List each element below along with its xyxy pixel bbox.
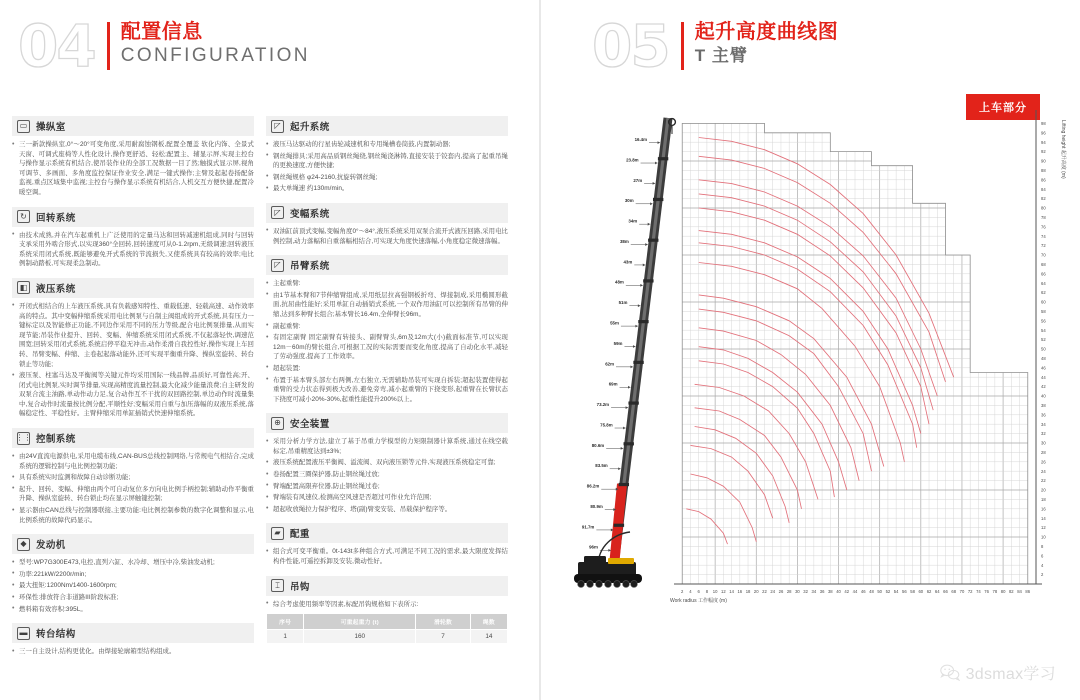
config-block-title: 变幅系统 xyxy=(290,208,330,220)
svg-text:94: 94 xyxy=(1041,139,1046,145)
config-block-header xyxy=(12,116,254,136)
svg-text:54: 54 xyxy=(1041,327,1046,333)
svg-text:70: 70 xyxy=(1041,252,1046,258)
chart-grid-clipped xyxy=(674,114,1036,584)
config-block-title: 操纵室 xyxy=(36,122,66,133)
boom-icon: ◸ xyxy=(271,259,284,272)
svg-text:58: 58 xyxy=(1041,309,1046,314)
svg-text:24: 24 xyxy=(770,589,776,594)
wechat-icon xyxy=(940,664,960,681)
svg-text:6: 6 xyxy=(697,589,700,594)
config-block-list xyxy=(266,227,508,246)
svg-text:98: 98 xyxy=(1041,121,1046,126)
svg-text:78: 78 xyxy=(992,589,998,594)
boom-length-label: 38m xyxy=(619,238,629,244)
table-header-cell: 可重起重力 (t) xyxy=(304,614,416,630)
carrier-wheel xyxy=(631,581,638,588)
curve-96m xyxy=(699,138,954,378)
config-list-item: • 主起重臂: xyxy=(266,279,508,289)
config-column-1 xyxy=(12,116,254,666)
config-list-item: • 采用分析力学方法,建立了基于吊重力学模型的力矩限制器计算系统,通过在线空载标定,吊重精度达到±3%; xyxy=(266,437,508,456)
config-list-item: • 由1节基本臂和7节伸缩臂组成,采用纸层拉高强钢板折弯、焊接制成,采用椭圆形截面,抗屈曲性能好;采用单缸自动插销式系统,一个双作用油缸可以控制所有吊臂的伸缩,达到多种臂长组合;基本臂长16.4m,全伸臂长96m。 xyxy=(266,291,508,320)
svg-text:44: 44 xyxy=(852,589,858,594)
svg-text:22: 22 xyxy=(1041,478,1046,484)
section-title-en: CONFIGURATION xyxy=(120,45,310,66)
svg-text:38: 38 xyxy=(1041,403,1046,408)
config-block-title: 转台结构 xyxy=(36,629,76,641)
svg-text:28: 28 xyxy=(1041,450,1046,455)
svg-text:40: 40 xyxy=(836,589,841,594)
config-list-item: • 臂端装有风速仪,检测高空风速是否超过可作业允许范围; xyxy=(266,493,508,503)
config-block-list xyxy=(266,437,508,514)
svg-text:74: 74 xyxy=(1041,233,1046,239)
curve-55m xyxy=(699,328,859,481)
svg-text:56: 56 xyxy=(1041,318,1046,324)
boom-length-label: 43m xyxy=(623,259,633,265)
config-block-液压系统 xyxy=(12,278,254,419)
safety-icon: ⊕ xyxy=(271,417,284,430)
config-list-item: • 三一新款操纵室,0°～20°可变角度,采用耐腐蚀钢板,配置全覆盖 软化内饰、全景式天窗、可调式座椅等人性化设计,操作更舒适、轻松;配置主、辅显示屏,实现主控台与操作显示系统有机结合,使吊装作业的全部工况数据一目了然;触摸式显示屏,视角可调节、多画面、多角度监控保证作业安全,满足一键式操作;主臂及起起卷扬配备监视,重点区域集中监视;主控台与操作显示系统有机结合,人机交互方便快捷,配置冷暖空调。 xyxy=(12,140,254,198)
table-cell: 1 xyxy=(267,630,304,644)
config-block-转台结构 xyxy=(12,623,254,657)
svg-text:66: 66 xyxy=(943,589,948,594)
svg-text:60: 60 xyxy=(1041,299,1046,305)
config-block-回转系统 xyxy=(12,207,254,269)
config-list-item: • 最大单绳速 约130m/min。 xyxy=(266,184,508,194)
section-title-cn: 配置信息 xyxy=(120,21,203,43)
boom-length-label: 86.2m xyxy=(586,483,600,489)
boom-length-label: 51m xyxy=(618,300,628,306)
svg-text:58: 58 xyxy=(910,589,915,594)
config-block-header xyxy=(12,428,254,448)
svg-text:28: 28 xyxy=(786,589,792,594)
table-cell: 7 xyxy=(416,630,470,644)
header-accent-bar xyxy=(107,22,110,70)
config-block-吊钩 xyxy=(266,576,508,645)
svg-text:56: 56 xyxy=(902,589,907,594)
boom-length-label: 16.4m xyxy=(634,137,648,143)
config-block-header xyxy=(12,278,254,298)
svg-text:16: 16 xyxy=(737,589,743,594)
svg-text:32: 32 xyxy=(803,589,808,594)
svg-text:20: 20 xyxy=(753,589,759,594)
svg-text:82: 82 xyxy=(1041,196,1046,202)
svg-text:52: 52 xyxy=(885,589,891,594)
svg-text:42: 42 xyxy=(1041,384,1046,390)
config-block-变幅系统 xyxy=(266,203,508,246)
svg-text:52: 52 xyxy=(1041,337,1046,343)
config-list-item: • 燃料箱有效容积:395L。 xyxy=(12,605,254,615)
boom-length-label: 55m xyxy=(610,320,619,326)
chart-y-ticklabels xyxy=(1041,121,1046,577)
boom-length-label: 83.5m xyxy=(595,463,608,469)
config-block-header xyxy=(266,523,508,543)
svg-text:18: 18 xyxy=(1041,497,1046,502)
table-header-cell: 序号 xyxy=(267,614,304,630)
config-list-item: • 具有系统实时监测和故障自动诊断功能; xyxy=(12,473,254,483)
config-list-item: • 由技术成熟,并在汽车起重机上广泛使用的定量马达和回转减速机组成,同时与回转支承采用外啮合形式,以实现360°全回转,回转速度可从0-1.2rpm,无级调速;回转液压系统采用闭式系统,既能够避免开式系统的节流损失,又使系统具有较高的效率;电比例制动踏板,可实现柔急制动。 xyxy=(12,231,254,269)
config-list-item: • 功率:221kW/2200r/min; xyxy=(12,570,254,580)
turntable-icon: ▬ xyxy=(17,627,30,640)
svg-text:76: 76 xyxy=(1041,224,1046,230)
lifting-height-chart xyxy=(556,96,1072,636)
svg-text:62: 62 xyxy=(926,589,932,594)
svg-text:26: 26 xyxy=(1041,459,1046,465)
svg-text:70: 70 xyxy=(959,589,965,594)
config-list-item: • 液压马达驱动的行星齿轮减速机和专用绳槽卷筒鼓,内置制动器; xyxy=(266,140,508,150)
svg-text:46: 46 xyxy=(860,589,866,594)
operator-cab xyxy=(584,556,606,564)
config-block-list xyxy=(12,302,254,419)
config-list-item: • 三一自主设计,结构更优化。由焊接轮廓箱型结构组成。 xyxy=(12,647,254,657)
svg-text:6: 6 xyxy=(1041,553,1044,559)
svg-text:72: 72 xyxy=(967,589,973,594)
config-list-item: • 由24V直流电源供电,采用电缆布线,CAN-BUS总线控制网络,与常规电气相结合,完成系统的逻辑控制与电比例控制功能; xyxy=(12,452,254,471)
config-block-header xyxy=(12,623,254,643)
config-list-item: • 钢丝绳排具;采用高品质钢丝绳绕,钢丝绳浇淋铸,直接安装于铰套内,提高了起重吊绳的更换速度,方便快捷; xyxy=(266,152,508,171)
config-block-title: 安全装置 xyxy=(290,419,330,431)
hoist-icon: ◸ xyxy=(271,120,284,133)
svg-text:86: 86 xyxy=(1041,177,1046,183)
config-block-配重 xyxy=(266,523,508,566)
svg-text:32: 32 xyxy=(1041,431,1046,437)
svg-text:90: 90 xyxy=(1041,158,1046,164)
config-block-header xyxy=(266,255,508,275)
boom-length-label: 73.2m xyxy=(596,402,610,408)
config-block-list xyxy=(266,279,508,404)
svg-text:4: 4 xyxy=(1041,562,1044,568)
config-list-item: • 型号:WP7G300E473,电控,直列六缸、水冷却、增压中冷,柴油发动机; xyxy=(12,558,254,568)
engine-icon: ◆ xyxy=(17,538,30,551)
chart-svg xyxy=(556,96,1072,636)
svg-text:72: 72 xyxy=(1041,243,1046,249)
svg-text:50: 50 xyxy=(1041,346,1046,352)
boom-length-label: 75.8m xyxy=(600,422,613,428)
svg-text:76: 76 xyxy=(984,589,989,594)
carrier-vehicle xyxy=(574,532,642,587)
config-block-title: 配重 xyxy=(290,529,310,541)
hydraulic-icon: ◧ xyxy=(17,281,30,294)
svg-text:16: 16 xyxy=(1041,506,1046,512)
svg-text:96: 96 xyxy=(1041,130,1046,136)
carrier-wheel xyxy=(578,581,585,588)
watermark xyxy=(940,661,1056,684)
carrier-wheel xyxy=(605,581,612,588)
config-block-title: 起升系统 xyxy=(290,122,330,133)
svg-text:26: 26 xyxy=(778,589,784,594)
boom-length-label: 34m xyxy=(628,218,638,224)
svg-text:24: 24 xyxy=(1041,468,1046,474)
config-list-item: • 液压系统配置液压平衡阀、溢流阀、双向液压锁等元件,实现液压系统稳定可靠; xyxy=(266,458,508,468)
svg-text:84: 84 xyxy=(1017,589,1022,594)
svg-text:74: 74 xyxy=(976,589,981,594)
svg-text:46: 46 xyxy=(1041,365,1046,371)
table-cell: 14 xyxy=(470,630,507,644)
svg-text:4: 4 xyxy=(689,589,692,594)
config-list-item: • 综合考虑使用频率等因素,标配吊钩规格如下表所示: xyxy=(266,600,508,610)
config-column-2 xyxy=(266,116,508,653)
config-list-item: • 环保性:排放符合非道路III阶段标准; xyxy=(12,593,254,603)
svg-text:44: 44 xyxy=(1041,374,1046,380)
config-block-起升系统 xyxy=(266,116,508,194)
svg-text:42: 42 xyxy=(844,589,850,594)
config-list-item: • 超起装置: xyxy=(266,364,508,374)
config-block-安全装置 xyxy=(266,413,508,514)
config-block-list xyxy=(12,231,254,269)
config-block-header xyxy=(266,576,508,596)
svg-text:2: 2 xyxy=(681,589,684,594)
boom-length-label: 48m xyxy=(615,279,624,285)
carrier-wheel xyxy=(587,581,594,588)
svg-text:38: 38 xyxy=(827,589,833,594)
boom-illustration xyxy=(582,118,676,566)
boom-length-label: 91.7m xyxy=(581,524,595,530)
chart-title-cn: 起升高度曲线图 xyxy=(694,21,839,43)
svg-text:64: 64 xyxy=(1041,280,1046,286)
chart-ylabel: Lifting height 起升高度 (m) xyxy=(1060,120,1066,179)
carrier-wheel xyxy=(623,581,630,588)
svg-text:86: 86 xyxy=(1025,589,1031,594)
slew-icon: ↻ xyxy=(17,210,30,223)
chart-gridlines xyxy=(674,114,1036,584)
config-list-item: • 显示器由CAN总线与控制器联接,主要功能:电比例控制参数的数字化调整和显示,电比例系统的故障代码显示。 xyxy=(12,506,254,525)
svg-text:68: 68 xyxy=(951,589,957,594)
config-block-header xyxy=(266,203,508,223)
config-list-item: • 臂端配置高限弃位器,防止钢丝绳过卷; xyxy=(266,482,508,492)
table-cell: 160 xyxy=(304,630,416,644)
svg-text:80: 80 xyxy=(1041,205,1046,211)
config-list-item: • 开闭式相结合的上车液压系统,具有负载感知特性、重载低速、轻载高速、动作效率高的特点。其中变幅伸缩系统采用电比例泵与自制主阀组成的开式系统,具有压力一键标定以及智能修正功能,不同边作采用不同的压力等级,配合电比例泵排量,从而实现节能;吊装作业提升、回转、变幅、伸缩系统采用闭式系统,不仅起落轻快,调速范围宽;回转采用闭式系统,系统启停平稳无冲击,动作柔滑自我控性好,操作实现上车回转、吊臂变幅、伸缩、主卷起起落动能外,还可实现平衡重升降、操纵室旋转、转台锁止等功能; xyxy=(12,302,254,369)
svg-text:34: 34 xyxy=(1041,421,1046,427)
config-block-title: 吊臂系统 xyxy=(290,261,330,273)
svg-text:20: 20 xyxy=(1041,487,1046,493)
counterweight-icon: ▰ xyxy=(271,527,284,540)
svg-text:8: 8 xyxy=(1041,544,1044,549)
carrier-wheel xyxy=(614,581,621,588)
config-block-list xyxy=(266,547,508,566)
page-divider xyxy=(539,0,541,700)
svg-text:30: 30 xyxy=(795,589,800,594)
carrier-wheel xyxy=(596,581,603,588)
svg-text:88: 88 xyxy=(1041,168,1046,173)
svg-text:2: 2 xyxy=(1041,572,1044,578)
config-list-item: • 最大扭矩:1200Nm/1400-1600rpm; xyxy=(12,581,254,591)
config-block-title: 发动机 xyxy=(36,540,66,552)
config-list-item: • 超起收放绳拉力保护程序、塔(副)臂变安装、吊载保护程序等。 xyxy=(266,505,508,515)
luff-icon: ◸ xyxy=(271,206,284,219)
table-header-row xyxy=(267,614,508,630)
svg-text:68: 68 xyxy=(1041,262,1046,267)
boom-length-label: 69m xyxy=(608,381,618,387)
config-list-item: • 液压泵、柱塞马达及平衡阀等关键元件均采用国际一线品牌,品质好,可靠性高;开、闭式电比例泵,实时调节排量,实现高精度流量控制,最大化减少能量浪费;自主研发的双泵合流主油路,单动作动力足,复合动作互不干扰的双回路控制,单边动作时流量集中,复合动作时流量按比例分配,平顺性好;变幅采用自重与加压落幅的双液压系统,落幅稳定性、平稳性好。主臂伸缩采用单缸插销式快速伸缩系统。 xyxy=(12,371,254,419)
svg-text:10: 10 xyxy=(1041,534,1046,540)
hook-spec-table xyxy=(266,613,508,644)
svg-text:54: 54 xyxy=(893,589,899,594)
table-header-cell: 绳数 xyxy=(470,614,507,630)
chart-title-sub: T 主臂 xyxy=(694,46,748,65)
config-list-item: • 卷扬配置三圈保护器,防止钢丝绳过放; xyxy=(266,470,508,480)
config-block-header xyxy=(266,413,508,433)
svg-text:80: 80 xyxy=(1000,589,1006,594)
svg-text:50: 50 xyxy=(877,589,883,594)
config-list-item: • 双油缸前顶式变幅,变幅角度0°～84°,液压系统采用双泵合流开式液压回路,采用电比例控制,动力落幅和自重落幅相结合,可实现大角度快速落幅,小角度稳定微速落幅。 xyxy=(266,227,508,246)
config-block-title: 控制系统 xyxy=(36,434,76,446)
header-accent-bar-2 xyxy=(681,22,684,70)
svg-text:34: 34 xyxy=(811,589,817,594)
svg-text:40: 40 xyxy=(1041,393,1046,399)
config-block-操纵室 xyxy=(12,116,254,198)
config-list-item: • 起升、回转、变幅、伸缩由两个可自动复位多方向电比例手柄控制;辅助动作平衡重升降、操纵室旋转、转台锁止均在显示屏触键控制; xyxy=(12,485,254,504)
config-block-title: 液压系统 xyxy=(36,283,76,295)
svg-text:30: 30 xyxy=(1041,440,1046,446)
svg-text:12: 12 xyxy=(1041,525,1046,531)
svg-text:82: 82 xyxy=(1008,589,1014,594)
config-list-item: • 钢丝绳规格 φ24-2160,抗旋转钢丝绳; xyxy=(266,173,508,183)
config-block-list xyxy=(12,647,254,657)
section-number-04: 04 xyxy=(18,12,95,80)
config-block-title: 吊钩 xyxy=(290,581,310,593)
section-header-configuration xyxy=(18,12,310,80)
svg-text:92: 92 xyxy=(1041,149,1046,155)
config-block-list xyxy=(12,452,254,525)
config-block-list xyxy=(266,600,508,610)
svg-text:36: 36 xyxy=(1041,412,1046,418)
upper-vehicle-tag: 上车部分 xyxy=(966,94,1040,120)
control-icon: ⋮⋮ xyxy=(17,432,30,445)
chart-xlabel: Work radius 工作幅度 (m) xyxy=(670,598,727,604)
svg-text:78: 78 xyxy=(1041,215,1046,220)
boom-length-label: 96m xyxy=(589,544,598,550)
config-list-item: • 有固定副臂 固定副臂有转接头、副臂臂头,6m及12m大(小)截面标准节,可以实现12m－60m的臂长组合,可根据工况的实际需要而变化角度,提高了自动化水平,减轻了劳动强度,提高了工作效率。 xyxy=(266,333,508,362)
section-number-05: 05 xyxy=(592,12,669,80)
svg-text:60: 60 xyxy=(918,589,924,594)
carrier-deck xyxy=(578,562,636,576)
config-block-list xyxy=(266,140,508,194)
boom-length-label: 27m xyxy=(633,177,643,183)
table-header-cell: 滑轮数 xyxy=(416,614,470,630)
svg-text:22: 22 xyxy=(762,589,767,594)
curve-75.8m xyxy=(699,231,921,434)
config-block-title: 回转系统 xyxy=(36,212,76,224)
watermark-text: 3dsmax学习 xyxy=(965,666,1056,683)
svg-text:18: 18 xyxy=(745,589,751,594)
boom-length-label: 62m xyxy=(605,361,615,367)
config-list-item: • 组合式可变平衡重。0t-143t多种组合方式,可满足不同工况的需求,最大限度发挥结构件性能,可遥控拆卸及安装,微动性好。 xyxy=(266,547,508,566)
config-list-item: • 副起重臂: xyxy=(266,322,508,332)
svg-text:10: 10 xyxy=(712,589,718,594)
config-list-item: • 布置于基本臂头部左右两侧,左右独立,无需辅助吊装可实现自拆装;超起装置使得起重臂的受力状态得到极大改善,避免旁弯,减小起重臂的下挠变形,起重臂在长臂状态下挠度可减小20%-30%,起重性能提升200%以上。 xyxy=(266,376,508,405)
boom-length-label: 30m xyxy=(624,198,634,204)
chart-x-ticklabels xyxy=(681,589,1031,594)
svg-text:48: 48 xyxy=(1041,356,1046,361)
svg-text:84: 84 xyxy=(1041,186,1046,192)
svg-text:66: 66 xyxy=(1041,271,1046,277)
table-row xyxy=(267,630,508,644)
section-header-lifting-height xyxy=(592,12,839,80)
hook-icon: ⌶ xyxy=(271,579,284,592)
config-block-list xyxy=(12,558,254,614)
config-block-吊臂系统 xyxy=(266,255,508,404)
boom-length-label: 23.8m xyxy=(626,157,639,163)
config-block-list xyxy=(12,140,254,198)
boom-length-label: 80.9m xyxy=(590,503,603,509)
svg-text:12: 12 xyxy=(721,589,726,594)
svg-text:14: 14 xyxy=(1041,515,1046,521)
counterweight-stack xyxy=(608,558,634,564)
config-block-发动机 xyxy=(12,534,254,614)
config-block-控制系统 xyxy=(12,428,254,525)
svg-text:14: 14 xyxy=(729,589,734,594)
svg-text:48: 48 xyxy=(869,589,874,594)
config-block-header xyxy=(266,116,508,136)
svg-text:8: 8 xyxy=(705,589,709,594)
curve-59m xyxy=(699,309,872,471)
boom-length-label: 80.6m xyxy=(591,442,605,448)
boom-length-label: 59m xyxy=(613,340,623,346)
config-block-header xyxy=(12,207,254,227)
curve-34m xyxy=(695,427,790,523)
config-block-header xyxy=(12,534,254,554)
svg-text:36: 36 xyxy=(819,589,825,594)
cabin-icon: ▭ xyxy=(17,120,30,133)
svg-text:64: 64 xyxy=(934,589,940,594)
svg-text:62: 62 xyxy=(1041,290,1046,296)
